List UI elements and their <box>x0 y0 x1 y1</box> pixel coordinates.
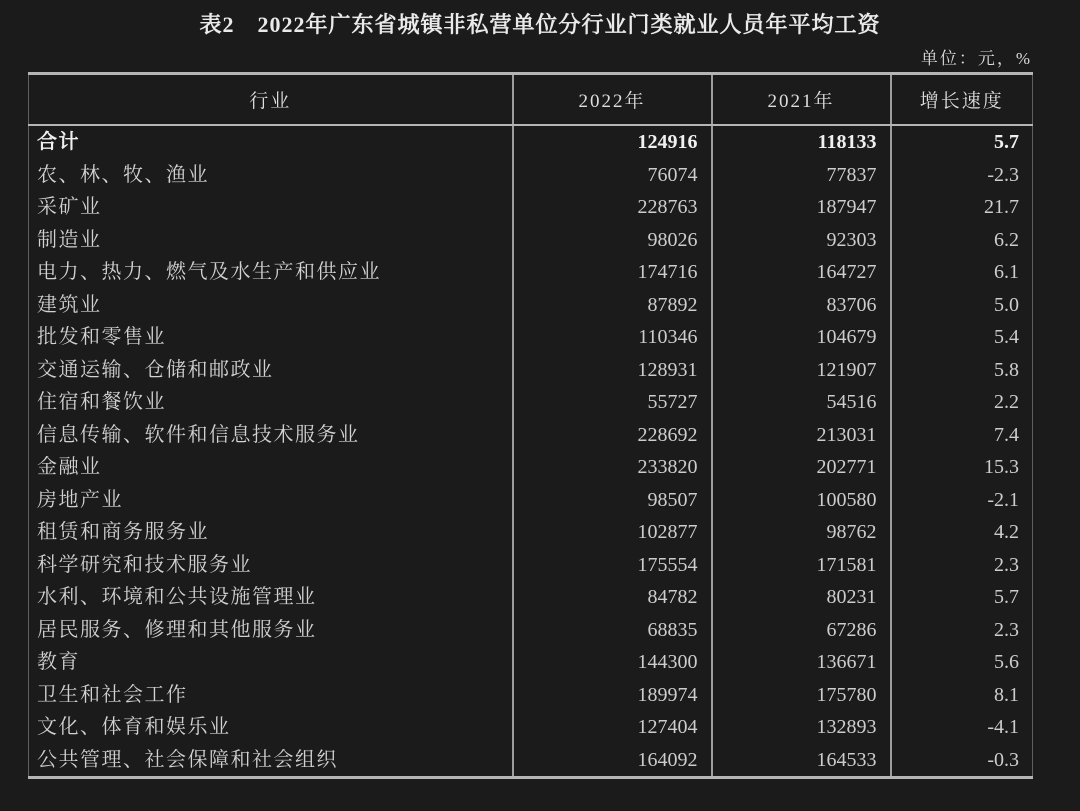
col-header-industry: 行业 <box>29 74 513 126</box>
growth-rate-cell: 2.3 <box>891 614 1033 647</box>
value-2021-cell: 83706 <box>712 289 891 322</box>
value-2022-cell: 164092 <box>513 744 712 778</box>
industry-cell: 合计 <box>37 131 80 153</box>
table-row <box>29 159 1033 192</box>
value-2022-cell: 124916 <box>513 125 712 159</box>
value-2021-cell: 175780 <box>712 679 891 712</box>
industry-cell: 制造业 <box>37 228 102 251</box>
growth-rate-cell: 8.1 <box>891 679 1033 712</box>
col-header-growth: 增长速度 <box>891 74 1033 126</box>
value-2021-cell: 187947 <box>712 191 891 224</box>
industry-cell: 采矿业 <box>37 196 102 218</box>
value-2022-cell: 228692 <box>513 419 712 452</box>
growth-rate-cell: 5.6 <box>891 646 1033 679</box>
table-row <box>29 744 1033 778</box>
table-row <box>29 549 1033 582</box>
industry-cell: 水利、环境和公共设施管理业 <box>37 586 317 608</box>
table-row <box>29 191 1033 224</box>
value-2022-cell: 68835 <box>513 614 712 647</box>
value-2022-cell: 189974 <box>513 679 712 712</box>
value-2022-cell: 228763 <box>513 191 712 224</box>
value-2022-cell: 128931 <box>513 354 712 387</box>
value-2021-cell: 77837 <box>712 159 891 192</box>
value-2021-cell: 100580 <box>712 484 891 517</box>
value-2021-cell: 202771 <box>712 451 891 484</box>
table-row <box>29 679 1033 712</box>
table-row <box>29 224 1033 257</box>
value-2022-cell: 76074 <box>513 159 712 192</box>
table-row <box>29 646 1033 679</box>
value-2022-cell: 55727 <box>513 386 712 419</box>
growth-rate-cell: 6.1 <box>891 256 1033 289</box>
value-2021-cell: 132893 <box>712 711 891 744</box>
industry-cell: 居民服务、修理和其他服务业 <box>37 618 317 641</box>
value-2021-cell: 118133 <box>712 125 891 159</box>
industry-cell: 房地产业 <box>37 488 123 511</box>
industry-cell: 科学研究和技术服务业 <box>37 553 252 576</box>
table-row <box>29 516 1033 549</box>
growth-rate-cell: 5.8 <box>891 354 1033 387</box>
table-row <box>29 256 1033 289</box>
table-row <box>29 614 1033 647</box>
value-2022-cell: 102877 <box>513 516 712 549</box>
header-row <box>29 74 1033 126</box>
table-row <box>29 289 1033 322</box>
industry-cell: 租赁和商务服务业 <box>37 521 209 543</box>
value-2022-cell: 144300 <box>513 646 712 679</box>
industry-cell: 公共管理、社会保障和社会组织 <box>37 748 338 771</box>
table-row-total <box>29 125 1033 159</box>
table-row <box>29 321 1033 354</box>
growth-rate-cell: 6.2 <box>891 224 1033 257</box>
table-row <box>29 451 1033 484</box>
value-2021-cell: 213031 <box>712 419 891 452</box>
growth-rate-cell: 5.7 <box>891 125 1033 159</box>
value-2021-cell: 136671 <box>712 646 891 679</box>
growth-rate-cell: 5.0 <box>891 289 1033 322</box>
value-2021-cell: 98762 <box>712 516 891 549</box>
industry-cell: 电力、热力、燃气及水生产和供应业 <box>37 261 381 283</box>
value-2021-cell: 121907 <box>712 354 891 387</box>
industry-cell: 金融业 <box>37 456 102 478</box>
table-row <box>29 711 1033 744</box>
industry-cell: 卫生和社会工作 <box>37 683 188 706</box>
value-2022-cell: 127404 <box>513 711 712 744</box>
value-2022-cell: 84782 <box>513 581 712 614</box>
growth-rate-cell: -2.3 <box>891 159 1033 192</box>
growth-rate-cell: -2.1 <box>891 484 1033 517</box>
col-header-2022: 2022年 <box>513 74 712 126</box>
col-header-2021: 2021年 <box>712 74 891 126</box>
table-row <box>29 581 1033 614</box>
growth-rate-cell: -0.3 <box>891 744 1033 778</box>
value-2022-cell: 87892 <box>513 289 712 322</box>
growth-rate-cell: 7.4 <box>891 419 1033 452</box>
value-2022-cell: 233820 <box>513 451 712 484</box>
value-2022-cell: 174716 <box>513 256 712 289</box>
growth-rate-cell: 5.7 <box>891 581 1033 614</box>
page-title: 表2 2022年广东省城镇非私营单位分行业门类就业人员年平均工资 <box>199 12 881 37</box>
growth-rate-cell: 5.4 <box>891 321 1033 354</box>
industry-cell: 文化、体育和娱乐业 <box>37 716 231 738</box>
growth-rate-cell: -4.1 <box>891 711 1033 744</box>
industry-cell: 农、林、牧、渔业 <box>37 163 209 186</box>
unit-note: 单位：元，% <box>920 49 1032 68</box>
table-row <box>29 354 1033 387</box>
growth-rate-cell: 21.7 <box>891 191 1033 224</box>
value-2021-cell: 54516 <box>712 386 891 419</box>
table-row <box>29 419 1033 452</box>
value-2022-cell: 98026 <box>513 224 712 257</box>
table-row <box>29 484 1033 517</box>
value-2022-cell: 110346 <box>513 321 712 354</box>
industry-cell: 批发和零售业 <box>37 326 166 348</box>
value-2021-cell: 164727 <box>712 256 891 289</box>
value-2022-cell: 175554 <box>513 549 712 582</box>
growth-rate-cell: 15.3 <box>891 451 1033 484</box>
value-2021-cell: 164533 <box>712 744 891 778</box>
industry-cell: 教育 <box>37 651 80 673</box>
value-2022-cell: 98507 <box>513 484 712 517</box>
value-2021-cell: 104679 <box>712 321 891 354</box>
wage-table <box>28 72 1033 779</box>
growth-rate-cell: 4.2 <box>891 516 1033 549</box>
table-row <box>29 386 1033 419</box>
value-2021-cell: 80231 <box>712 581 891 614</box>
industry-cell: 信息传输、软件和信息技术服务业 <box>37 423 360 446</box>
industry-cell: 建筑业 <box>37 293 102 316</box>
industry-cell: 交通运输、仓储和邮政业 <box>37 358 274 381</box>
growth-rate-cell: 2.2 <box>891 386 1033 419</box>
value-2021-cell: 92303 <box>712 224 891 257</box>
value-2021-cell: 171581 <box>712 549 891 582</box>
value-2021-cell: 67286 <box>712 614 891 647</box>
growth-rate-cell: 2.3 <box>891 549 1033 582</box>
industry-cell: 住宿和餐饮业 <box>37 391 166 413</box>
